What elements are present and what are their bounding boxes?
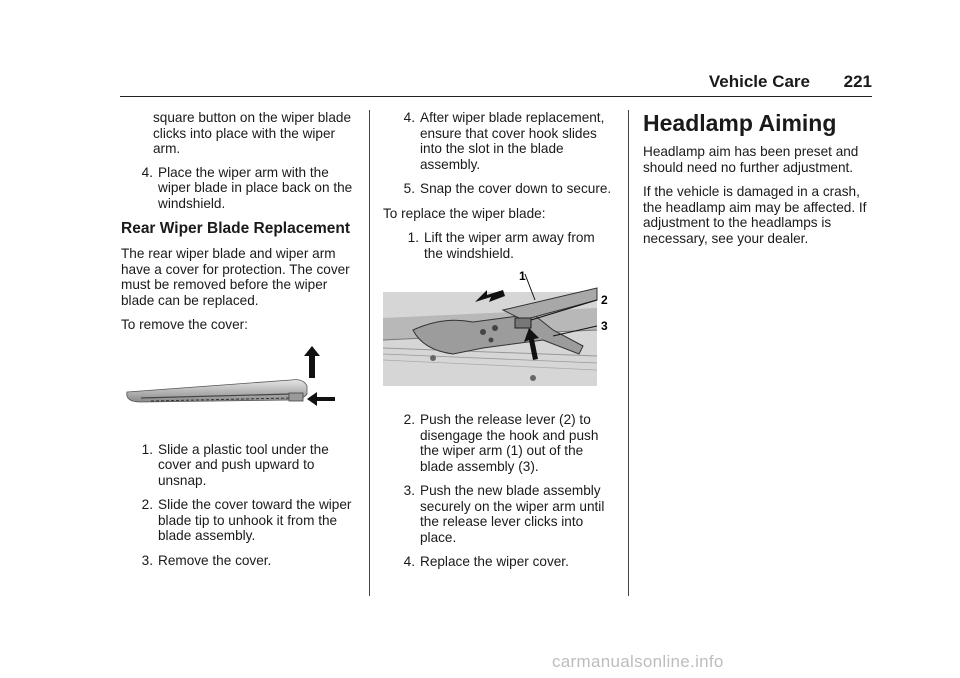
- step-text: Push the new blade assembly securely on the wiper arm until the release lever clicks into place.: [420, 483, 605, 545]
- step-item: [383, 412, 615, 474]
- step-number: 4.: [141, 164, 153, 180]
- step-text: After wiper blade replacement, ensure that cover hook slides into the slot in the blade assembly.: [420, 110, 605, 172]
- step-item: [383, 554, 615, 570]
- step-text: Remove the cover.: [158, 552, 272, 568]
- callout-3: 3: [601, 319, 608, 333]
- step-text: Replace the wiper cover.: [420, 554, 569, 569]
- step-item: [383, 181, 615, 197]
- section-subheading: Rear Wiper Blade Replacement: [121, 220, 350, 237]
- paragraph: Headlamp aim has been preset and should need no further adjustment.: [643, 144, 859, 175]
- step-text: Place the wiper arm with the wiper blade in place back on the windshield.: [158, 164, 353, 211]
- step-item: [121, 442, 359, 489]
- step-number: 1.: [141, 441, 153, 457]
- step-item: [383, 110, 615, 172]
- watermark: carmanualsonline.info: [552, 652, 724, 671]
- step-item: [121, 497, 359, 544]
- column-divider-1: [369, 110, 370, 596]
- step-number: 5.: [403, 181, 415, 196]
- column-divider-2: [628, 110, 629, 596]
- section-heading: Headlamp Aiming: [643, 110, 837, 136]
- step-item: [121, 165, 359, 212]
- step-number: 1.: [407, 230, 419, 245]
- column-1: [121, 110, 359, 577]
- step-text: Snap the cover down to secure.: [420, 181, 612, 196]
- rear-wiper-cover-figure: [121, 342, 359, 430]
- page-number: 221: [843, 72, 872, 91]
- step-number: 4.: [403, 554, 415, 569]
- wiper-release-illustration: [383, 270, 615, 400]
- paragraph: To replace the wiper blade:: [383, 205, 546, 221]
- paragraph: If the vehicle is damaged in a crash, the headlamp aim may be affected. If adjustment to the headlamps is necessary, see your dealer.: [643, 184, 867, 246]
- step-item: [121, 553, 359, 569]
- paragraph: To remove the cover:: [121, 317, 248, 332]
- step-text: Slide the cover toward the wiper blade tip to unhook it from the blade assembly.: [158, 497, 352, 543]
- section-title: Vehicle Care: [708, 72, 810, 91]
- paragraph: The rear wiper blade and wiper arm have a cover for protection. The cover must be removed before the wiper blade can be replaced.: [121, 246, 350, 308]
- wiper-cover-illustration: [121, 342, 359, 430]
- step-number: 3.: [141, 552, 153, 568]
- step-number: 2.: [403, 412, 415, 427]
- step-item: [383, 483, 615, 545]
- step-number: 2.: [141, 497, 153, 512]
- step-text: Push the release lever (2) to disengage the hook and push the wiper arm (1) out of the blade assembly (3).: [420, 412, 599, 474]
- column-2: [383, 110, 615, 579]
- callout-2: 2: [601, 293, 608, 307]
- step-text: Slide a plastic tool under the cover and push upward to unsnap.: [158, 441, 329, 488]
- column-3: [643, 110, 875, 255]
- step-item: [383, 230, 615, 261]
- wiper-blade-release-figure: [383, 270, 615, 400]
- continued-step-text: square button on the wiper blade clicks into place with the wiper arm.: [153, 110, 352, 156]
- callout-1: 1: [519, 270, 526, 283]
- step-number: 3.: [403, 483, 415, 498]
- step-text: Lift the wiper arm away from the windshield.: [424, 230, 595, 261]
- step-number: 4.: [403, 110, 415, 125]
- page-header: [120, 70, 872, 97]
